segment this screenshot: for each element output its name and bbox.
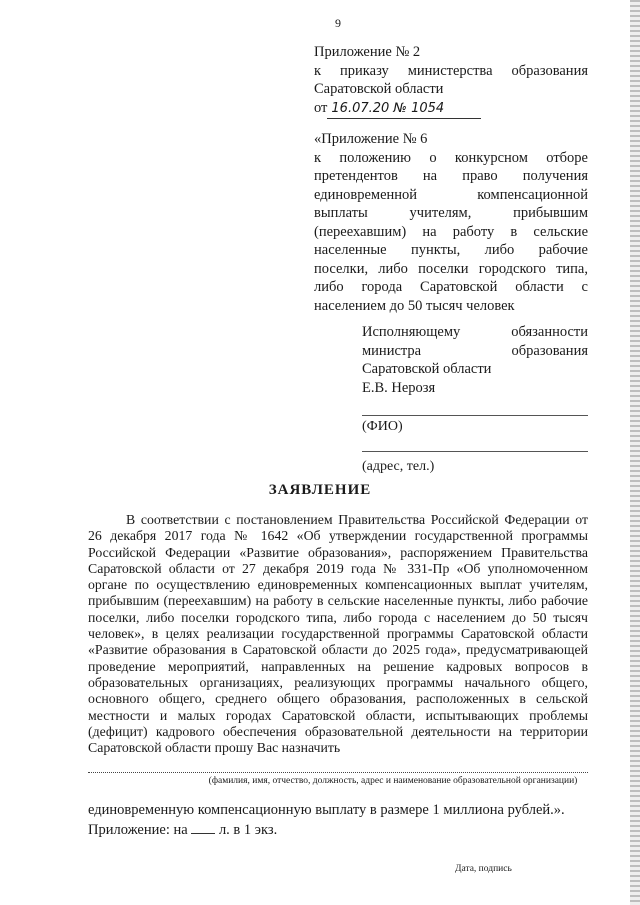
addressee-line: Исполняющему обязанности: [362, 324, 588, 340]
annex2-title: Приложение № 2: [314, 44, 421, 60]
addressee-line: министра образования: [362, 342, 588, 359]
annex6-line: единовременной компенсационной: [314, 186, 588, 203]
addressee-line: Е.В. Нерозя: [362, 379, 436, 396]
address-line[interactable]: [362, 445, 588, 452]
attachment-line: [88, 822, 277, 839]
payment-text: единовременную компенсационную выплату в размере 1 миллиона рублей.».: [88, 802, 565, 818]
statement-body: [88, 512, 588, 756]
scan-edge: [630, 0, 640, 905]
annex6-title: «Приложение № 6: [314, 131, 428, 147]
order-label: от: [314, 99, 328, 116]
fio-line[interactable]: [362, 409, 588, 416]
annex6-line: к положению о конкурсном отборе: [314, 149, 588, 166]
annex2-line2: Саратовской области: [314, 81, 444, 97]
fio-hint: (ФИО): [362, 419, 403, 434]
annex2-header: [314, 43, 588, 119]
annex6-line: претендентов на право получения: [314, 168, 588, 184]
addressee-block: [362, 323, 588, 476]
page-number: 9: [335, 16, 341, 30]
annex6-line: поселки, либо поселки городского типа,: [314, 260, 588, 277]
statement-paragraph: В соответствии с постановлением Правительства Российской Федерации от 26 декабря 2017 года № 1642 «Об утверждении государственной программы Российской Федерации «Развитие образования», распоряжением Правительства Саратовской области от 27 декабря 2019 года № 331-Пр «Об уполномоченном органе по осуществлению единовременных компенсационных выплат учителям, прибывшим (переехавшим) на работу в сельские населенные пункты, либо рабочие поселки, либо поселки городского типа, либо города с населением до 50 тысяч человек», в целях реализации государственной программы Саратовской области «Развитие образования в Саратовской области до 2025 года», предусматривающей проведение мероприятий, направленных на решение кадровых вопросов в образовательных организациях, реализующих программы начального общего, основного общего, среднего общего образования, расположенных в сельской местности и малых городах Саратовской области, испытывающих проблемы (дефицит) кадрового обеспечения образовательной деятельности на территории Саратовской области прошу Вас назначить: [88, 512, 588, 756]
order-number: 16.07.20 № 1054: [327, 100, 481, 120]
attachment-prefix: Приложение: на: [88, 822, 188, 838]
annex6-line: (переехавшим) на работу в сельские: [314, 223, 588, 240]
address-hint: (адрес, тел.): [362, 458, 435, 474]
annex6-header: [314, 130, 588, 315]
annex6-line: либо города Саратовской области с: [314, 279, 588, 295]
applicant-caption: (фамилия, имя, отчество, должность, адрес и наименование образовательной организации): [208, 776, 578, 786]
annex2-line1: к приказу министерства образования: [314, 62, 588, 79]
annex6-line: выплаты учителям, прибывшим: [314, 205, 588, 221]
annex2-order: [314, 99, 588, 120]
attachment-pages-blank[interactable]: [191, 833, 215, 834]
document-title: ЗАЯВЛЕНИЕ: [268, 482, 372, 498]
attachment-suffix: л. в 1 экз.: [218, 822, 278, 838]
annex6-line: населенные пункты, либо рабочие: [314, 242, 588, 258]
annex6-line: населением до 50 тысяч человек: [314, 297, 515, 314]
date-signature-label: Дата, подпись: [455, 864, 512, 874]
addressee-line: Саратовской области: [362, 361, 492, 377]
applicant-line[interactable]: [88, 772, 588, 773]
